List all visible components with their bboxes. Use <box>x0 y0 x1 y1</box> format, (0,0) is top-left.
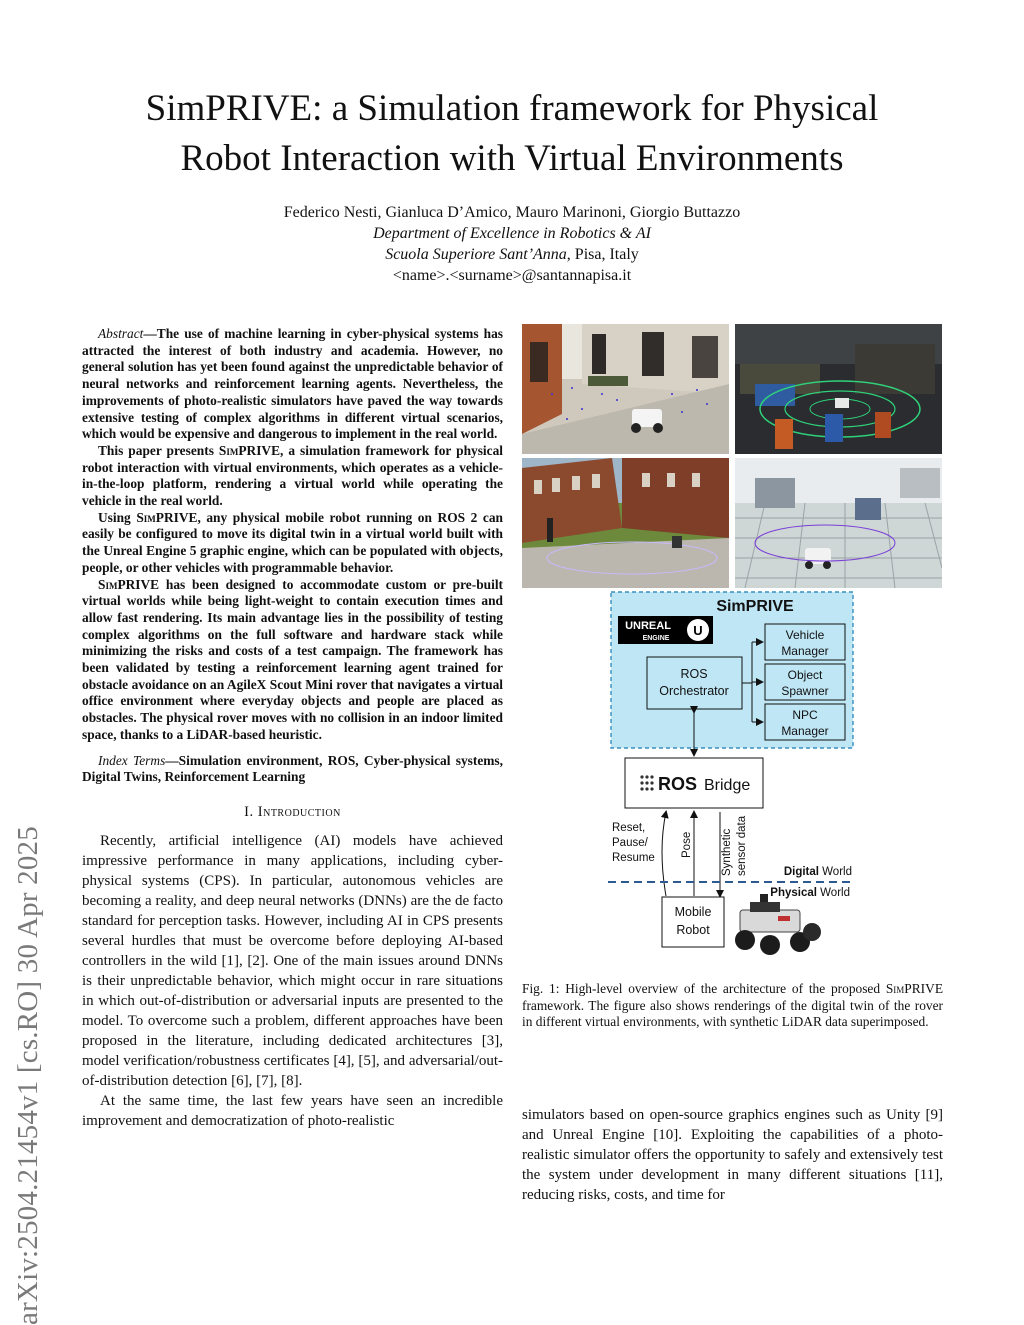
rendering-hall <box>522 324 729 454</box>
abstract-label: Abstract <box>98 326 144 341</box>
author-email: <name>.<surname>@santannapisa.it <box>392 267 632 284</box>
index-terms-label: Index Terms <box>98 752 166 768</box>
npc-manager-line-1: NPC <box>792 708 818 722</box>
npc-manager-line-2: Manager <box>781 724 829 738</box>
intro-paragraph-2: At the same time, the last few years have seen an incredible improvement and democratization of photo-realistic <box>82 1092 503 1129</box>
reset-line-1: Reset, <box>612 822 646 834</box>
affiliation-school: Scuola Superiore Sant’Anna <box>385 246 567 263</box>
digital-world-label <box>784 866 852 878</box>
rendering-warehouse <box>735 324 942 454</box>
object-spawner-line-2: Spawner <box>781 684 829 698</box>
abstract-text-3b: , any physical mobile robot running on ROS 2 can easily be configured to move its digital twin in a virtual world built with the Unreal Engine 5 graphic engine, which can be populated with objects, people, or other vehicles with programmable behavior. <box>82 509 503 575</box>
unreal-label: UNREAL <box>625 620 671 632</box>
reset-line-3: Resume <box>612 852 655 864</box>
abstract-text-2a: This paper presents <box>98 442 219 458</box>
paper-title <box>60 84 964 184</box>
vehicle-manager-line-2: Manager <box>781 644 829 658</box>
framework-title: SimPRIVE <box>716 598 794 615</box>
abstract-paragraph-3 <box>82 510 503 577</box>
arxiv-identifier: arXiv:2504.21454v1 [cs.RO] 30 Apr 2025 <box>12 826 44 1325</box>
figure-caption <box>522 981 943 1031</box>
framework-name: SimPRIVE <box>136 509 198 525</box>
bridge-label: Bridge <box>704 777 751 794</box>
vehicle-manager-line-1: Vehicle <box>785 628 825 642</box>
physical-word: Physical <box>770 887 817 899</box>
affiliation-department: Department of Excellence in Robotics & AI <box>373 225 651 242</box>
abstract <box>82 326 503 786</box>
affiliation-city: , Pisa, Italy <box>566 246 639 263</box>
section-number: I. <box>244 803 254 820</box>
abstract-text-1: —The use of machine learning in cyber-physical systems has attracted the interest of both industry and academia. However, no general solution has yet been found against the unpredictable behavior of neural networks and reinforcement learning agents. Nevertheless, the improvements of photo-realistic simulators have paved the way towards extensive testing of complex algorithms in different virtual scenarios, which would be expensive and dangerous to implement in the real world. <box>82 326 503 442</box>
world-word: World <box>816 887 850 899</box>
section-heading <box>82 804 503 821</box>
synthetic-line-1: Synthetic <box>721 828 733 876</box>
rendering-office <box>735 458 942 588</box>
section-title: Introduction <box>257 803 341 820</box>
framework-name: SimPRIVE <box>218 442 281 458</box>
world-word: World <box>818 866 852 878</box>
digital-word: Digital <box>783 866 819 878</box>
reset-line-2: Pause/ <box>612 837 648 849</box>
svg-text:U: U <box>693 623 703 638</box>
ros-grid-icon <box>640 775 653 790</box>
robot-line-1: Mobile <box>674 905 712 919</box>
ros-orchestrator-box <box>647 657 742 709</box>
intro-paragraph-1: Recently, artificial intelligence (AI) models have achieved impressive performance in many applications, including cyber-physical systems (CPS). In particular, autonomous vehicles are becoming a reality, and deep neural networks (DNNs) are the de facto standard for perception tasks. However, including AI in CPS presents several hurdles that must be overcome before deploying AI-based controllers in the wild [1], [2]. One of the main issues around DNNs is their unpredictable behavior, which might occur in rare situations in which out-of-distribution or adversarial inputs are presented to the model. To overcome such a problem, different approaches have been proposed in the literature, including dedicated architectures [3], model verification/robustness certificates [4], [5], and adversarial/out-of-distribution detection [6], [7], [8]. <box>82 832 503 1089</box>
pose-label: Pose <box>681 831 693 858</box>
synthetic-line-2: sensor data <box>736 815 748 876</box>
rendering-campus <box>522 458 729 588</box>
left-column <box>82 326 503 1131</box>
abstract-text-2b: , a simulation framework for physical robot interaction with virtual environments, which operates as a vehicle-in-the-loop platform, rendering a virtual world while operating the vehicle in the real world. <box>82 442 503 509</box>
abstract-paragraph-2 <box>82 443 503 510</box>
robot-line-2: Robot <box>676 923 710 937</box>
orchestrator-line-1: ROS <box>680 667 708 681</box>
abstract-text-4b: has been designed to accommodate custom or pre-built virtual worlds while being light-weight to contain execution times and allow fast rendering. Its main advantage lies in the possibility of testing complex algorithms on the full software and hardware stack while minimizing the risks and costs of a test campaign. The framework has been validated by testing a reinforcement learning agent trained for obstacle avoidance on an AgileX Scout Mini rover that navigates a virtual office environment where everyday objects and people are placed as obstacles. The physical rover moves with no collision in an indoor limited space, thanks to a LiDAR-based heuristic. <box>82 576 503 742</box>
rendering-grid <box>522 324 942 588</box>
author-block <box>60 202 964 286</box>
caption-text-a: Fig. 1: High-level overview of the architecture of the proposed <box>522 981 886 996</box>
affiliation-school-line <box>60 244 964 265</box>
caption-text-b: framework. The figure also shows renderings of the digital twin of the rover in different virtual environments, with synthetic LiDAR data superimposed. <box>522 997 943 1030</box>
framework-name: SimPRIVE <box>885 981 943 996</box>
abstract-text-3a: Using <box>98 509 137 525</box>
author-names: Federico Nesti, Gianluca D’Amico, Mauro Marinoni, Giorgio Buttazzo <box>283 204 741 221</box>
introduction-body <box>82 831 503 1131</box>
framework-name: SimPRIVE <box>98 576 160 592</box>
object-spawner-line-1: Object <box>787 668 823 682</box>
title-line-2: Robot Interaction with Virtual Environments <box>180 138 844 179</box>
architecture-diagram <box>600 590 860 980</box>
right-paragraph: simulators based on open-source graphics engines such as Unity [9] and Unreal Engine [10]. Exploiting the capabilities of a photo-realistic simulator offers the opportunity to safely and extensively test the system under development in many different situations [11], reducing risks, costs, and time for <box>522 1107 943 1203</box>
abstract-paragraph-1 <box>82 326 503 443</box>
rover-illustration-icon <box>735 894 821 955</box>
abstract-paragraph-4 <box>82 577 503 744</box>
right-column-body <box>522 1105 943 1205</box>
physical-world-label <box>770 887 850 899</box>
title-line-1: SimPRIVE: a Simulation framework for Physical <box>145 88 879 129</box>
orchestrator-line-2: Orchestrator <box>659 684 729 698</box>
bridge-ros-label: ROS <box>658 774 698 794</box>
index-terms <box>82 753 503 786</box>
index-terms-text: —Simulation environment, ROS, Cyber-physical systems, Digital Twins, Reinforcement Learning <box>82 752 503 785</box>
unreal-sublabel: ENGINE <box>642 635 670 642</box>
